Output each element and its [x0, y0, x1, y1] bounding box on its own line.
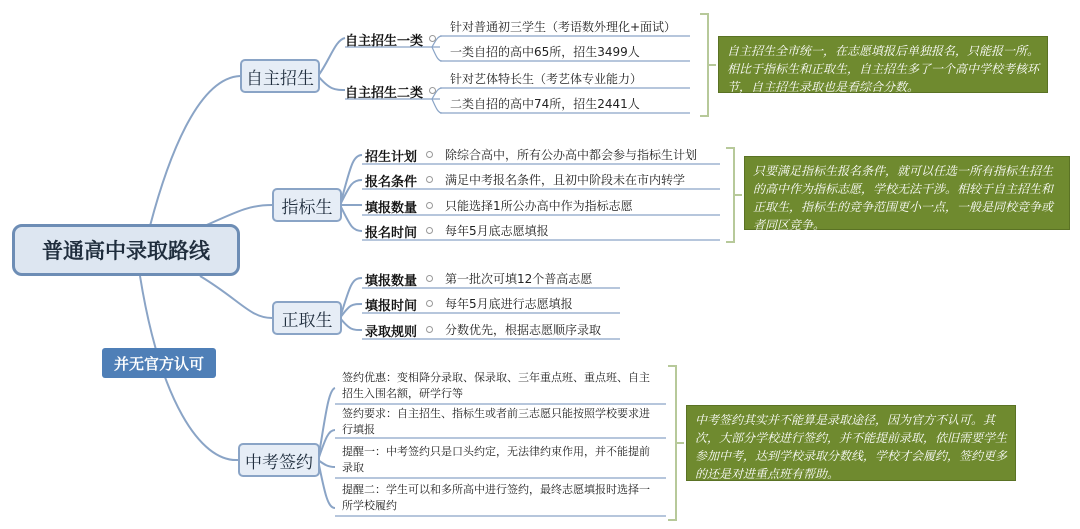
branch-zhibiao: 指标生	[272, 188, 342, 222]
sub-zizhu-2: 自主招生二类	[345, 86, 424, 101]
node-dot-icon	[429, 35, 436, 42]
node-dot-icon	[426, 151, 433, 158]
branch-qianyue: 中考签约	[238, 443, 320, 477]
leaf-zizhu-1-2: 一类自招的高中65所，招生3499人	[450, 45, 640, 59]
qianyue-item: 签约要求：自主招生、指标生或者前三志愿只能按照学校要求进行填报	[342, 407, 650, 436]
qianyue-item: 签约优惠：变相降分录取、保录取、三年重点班、重点班、自主招生入围名额，研学行等	[342, 371, 650, 400]
row-value: 第一批次可填12个普高志愿	[445, 272, 593, 286]
row-value: 满足中考报名条件，且初中阶段未在市内转学	[445, 173, 686, 187]
leaf-zizhu-2-2: 二类自招的高中74所，招生2441人	[450, 97, 640, 111]
leaf-zizhu-1-1: 针对普通初三学生（考语数外理化+面试）	[450, 20, 677, 34]
row-key: 填报时间	[365, 299, 418, 314]
row-value: 每年5月底进行志愿填报	[445, 297, 573, 311]
qianyue-item: 提醒一：中考签约只是口头约定，无法律约束作用，并不能提前录取	[342, 445, 650, 474]
row-key: 填报数量	[365, 201, 418, 216]
branch-zizhu: 自主招生	[240, 59, 320, 93]
row-value: 每年5月底志愿填报	[445, 224, 549, 238]
row-key: 填报数量	[365, 274, 418, 289]
node-dot-icon	[426, 202, 433, 209]
node-dot-icon	[426, 176, 433, 183]
leaf-zizhu-2-1: 针对艺体特长生（考艺体专业能力）	[450, 72, 643, 86]
branch-zhengqu: 正取生	[272, 301, 342, 335]
row-key: 录取规则	[365, 325, 418, 340]
node-dot-icon	[426, 227, 433, 234]
node-dot-icon	[429, 87, 436, 94]
node-dot-icon	[426, 275, 433, 282]
row-key: 报名时间	[365, 226, 418, 241]
root-title: 普通高中录取路线	[12, 224, 240, 276]
row-value: 只能选择1所公办高中作为指标志愿	[445, 199, 633, 213]
note-zizhu: 自主招生全市统一，在志愿填报后单独报名，只能报一所。相比于指标生和正取生，自主招生多了一个高中学校考核环节，自主招生录取也是看综合分数。	[718, 36, 1048, 93]
note-qianyue: 中考签约其实并不能算是录取途径，因为官方不认可。其次，大部分学校进行签约，并不能提前录取，依旧需要学生参加中考，达到学校录取分数线，学校才会履约，签约更多的还是对进重点班有帮助。	[686, 405, 1016, 481]
note-zhibiao: 只要满足指标生报名条件，就可以任选一所有指标生招生的高中作为指标志愿，学校无法干涉。相较于自主招生和正取生，指标生的竞争范围更小一点，一般是同校竞争或者同区竞争。	[744, 156, 1070, 230]
row-key: 报名条件	[365, 175, 418, 190]
qianyue-item: 提醒二：学生可以和多所高中进行签约，最终志愿填报时选择一所学校履约	[342, 483, 650, 512]
row-value: 分数优先，根据志愿顺序录取	[445, 323, 602, 337]
row-value: 除综合高中，所有公办高中都会参与指标生计划	[445, 148, 698, 162]
sub-zizhu-1: 自主招生一类	[345, 34, 424, 49]
status-badge: 并无官方认可	[102, 348, 216, 378]
node-dot-icon	[426, 300, 433, 307]
row-key: 招生计划	[365, 150, 418, 165]
node-dot-icon	[426, 326, 433, 333]
